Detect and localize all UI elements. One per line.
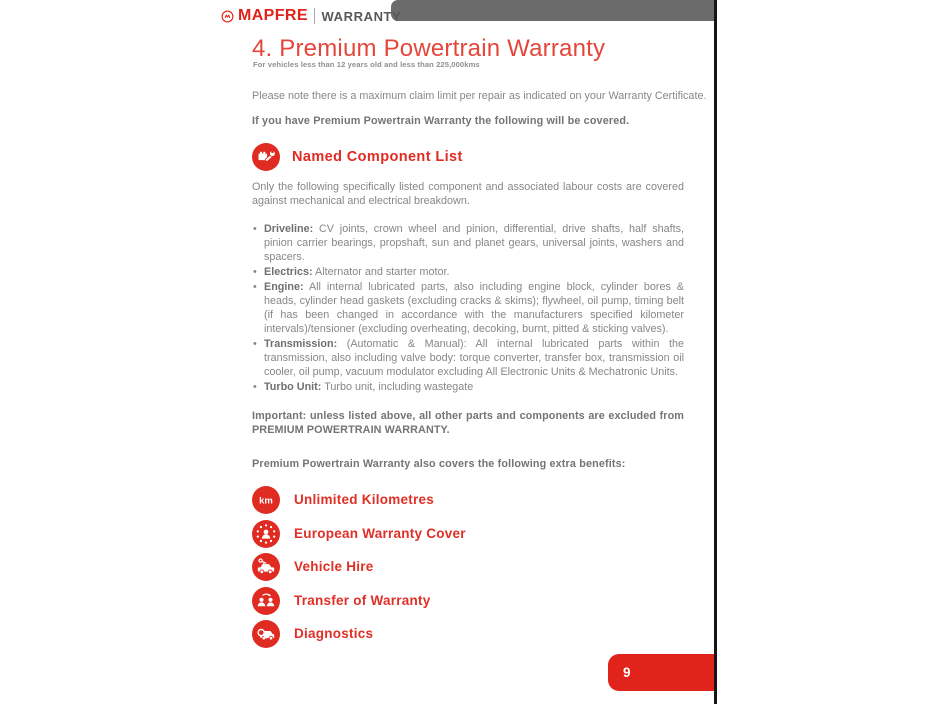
list-item-transmission	[253, 337, 684, 379]
list-item-engine	[253, 280, 684, 336]
named-component-section-header	[252, 143, 684, 171]
benefit-vehicle-hire	[252, 553, 684, 581]
svg-text:km: km	[259, 495, 273, 507]
list-item-turbo-unit	[253, 380, 684, 394]
component-text: Turbo unit, including wastegate	[324, 381, 474, 393]
component-text: All internal lubricated parts, also including engine block, cylinder bores & heads, cylinder head gaskets (excluding cracks & skims); flywheel, oil pump, timing belt (if has been changed in accordance with the manufacturers specified kilometer intervals)/tensioner (excluding overheating, decoking, burnt, pitted & sticking valves).	[264, 281, 684, 335]
section-title: Named Component List	[292, 149, 463, 165]
component-label: Turbo Unit:	[264, 381, 322, 393]
km-icon	[252, 486, 280, 514]
page-title: 4. Premium Powertrain Warranty	[252, 35, 606, 62]
component-list	[253, 222, 684, 394]
top-gray-tab-bar	[391, 0, 714, 21]
brand-header	[221, 6, 401, 26]
benefit-label: Vehicle Hire	[294, 559, 374, 574]
people-transfer-icon	[252, 587, 280, 615]
page-edge-line	[714, 0, 717, 704]
benefit-label: European Warranty Cover	[294, 525, 466, 541]
page-content	[252, 35, 707, 654]
benefit-list	[252, 486, 684, 648]
brand-suffix: WARRANTY	[321, 8, 402, 24]
benefit-label: Unlimited Kilometres	[294, 492, 435, 507]
component-text: CV joints, crown wheel and pinion, differential, drive shafts, half shafts, pinion carrier bearings, propshaft, sun and planet gears, universal joints, washers and spacers.	[264, 223, 684, 263]
benefit-label: Transfer of Warranty	[294, 592, 431, 608]
component-text: (Automatic & Manual): All internal lubricated parts within the transmission, also including valve body: torque converter, transfer box, transmission oil cooler, oil pump, vacuum modulator excluding All Electronic Units & Mechatronic Units.	[264, 338, 684, 378]
page-number-bar	[608, 654, 714, 691]
list-item-driveline	[253, 222, 684, 264]
benefit-transfer-of-warranty	[252, 587, 684, 615]
benefit-european-warranty-cover	[252, 520, 684, 548]
benefit-diagnostics	[252, 620, 684, 648]
car-key-icon	[252, 553, 280, 581]
component-text: Alternator and starter motor.	[315, 266, 450, 278]
important-note: Important: unless listed above, all other parts and components are excluded from PREMIUM POWERTRAIN WARRANTY.	[252, 410, 684, 436]
component-label: Driveline:	[264, 223, 314, 235]
car-magnifier-icon	[252, 620, 280, 648]
mapfre-emblem-icon	[221, 10, 234, 23]
eu-stars-person-icon	[252, 520, 280, 548]
component-label: Transmission:	[264, 338, 338, 350]
brand-divider	[314, 8, 316, 24]
benefit-unlimited-kilometres	[252, 486, 684, 514]
battery-wrench-icon	[252, 143, 280, 171]
claim-limit-note: Please note there is a maximum claim limit per repair as indicated on your Warranty Certificate.	[252, 90, 707, 102]
benefits-intro: Premium Powertrain Warranty also covers the following extra benefits:	[252, 458, 626, 470]
benefit-label: Diagnostics	[294, 626, 374, 641]
section-description: Only the following specifically listed component and associated labour costs are covered against mechanical and electrical breakdown.	[252, 181, 684, 207]
covered-note: If you have Premium Powertrain Warranty the following will be covered.	[252, 115, 630, 127]
page-number: 9	[623, 665, 631, 680]
list-item-electrics	[253, 265, 684, 279]
component-label: Engine:	[264, 281, 304, 293]
page-subtitle: For vehicles less than 12 years old and less than 225,000kms	[253, 60, 480, 69]
brand-name: MAPFRE	[238, 7, 308, 24]
component-label: Electrics:	[264, 266, 313, 278]
